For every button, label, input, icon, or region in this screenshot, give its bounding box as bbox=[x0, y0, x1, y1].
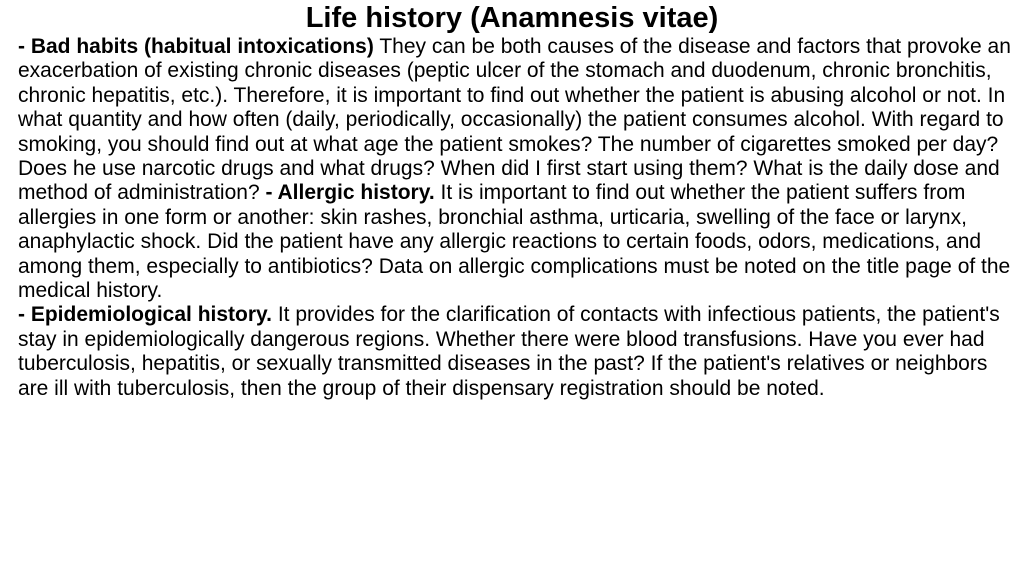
allergic-history-text: It is important to find out whether the patient suffers from allergies in one form or another: skin rashes, bronchial asthma, urticaria, swelling of the face or larynx, anaphylactic shock. Did the patient have any allergic reactions to certain foods, odors, medications, and among them, especially to antibiotics? Data on allergic complications must be noted on the title page of the medical history. bbox=[18, 181, 1011, 303]
bad-habits-paragraph bbox=[18, 35, 1020, 303]
epidemiological-history-heading: - Epidemiological history. bbox=[18, 303, 272, 327]
bad-habits-heading: - Bad habits (habitual intoxications) bbox=[18, 35, 374, 58]
slide-body bbox=[18, 35, 1020, 401]
epidemiological-history-paragraph bbox=[18, 303, 1020, 401]
epidemiological-history-text: It provides for the clarification of contacts with infectious patients, the patient's stay in epidemiologically dangerous regions. Whether there were blood transfusions. Have you ever had tuberculosis, hepatitis, or sexually transmitted diseases in the past? If the patient's relatives or neighbors are ill with tuberculosis, then the group of their dispensary registration should be noted. bbox=[18, 303, 1000, 400]
allergic-history-heading: - Allergic history. bbox=[265, 181, 435, 205]
slide-title: Life history (Anamnesis vitae) bbox=[305, 2, 719, 34]
bad-habits-text: They can be both causes of the disease and factors that provoke an exacerbation of existing chronic diseases (peptic ulcer of the stomach and duodenum, chronic bronchitis, chronic hepatitis, etc.). Therefore, it is important to find out whether the patient is abusing alcohol or not. In what quantity and how often (daily, periodically, occasionally) the patient consumes alcohol. With regard to smoking, you should find out at what age the patient smokes? The number of cigarettes smoked per day? Does he use narcotic drugs and what drugs? When did I first start using them? What is the daily dose and method of administration? bbox=[18, 35, 1011, 205]
